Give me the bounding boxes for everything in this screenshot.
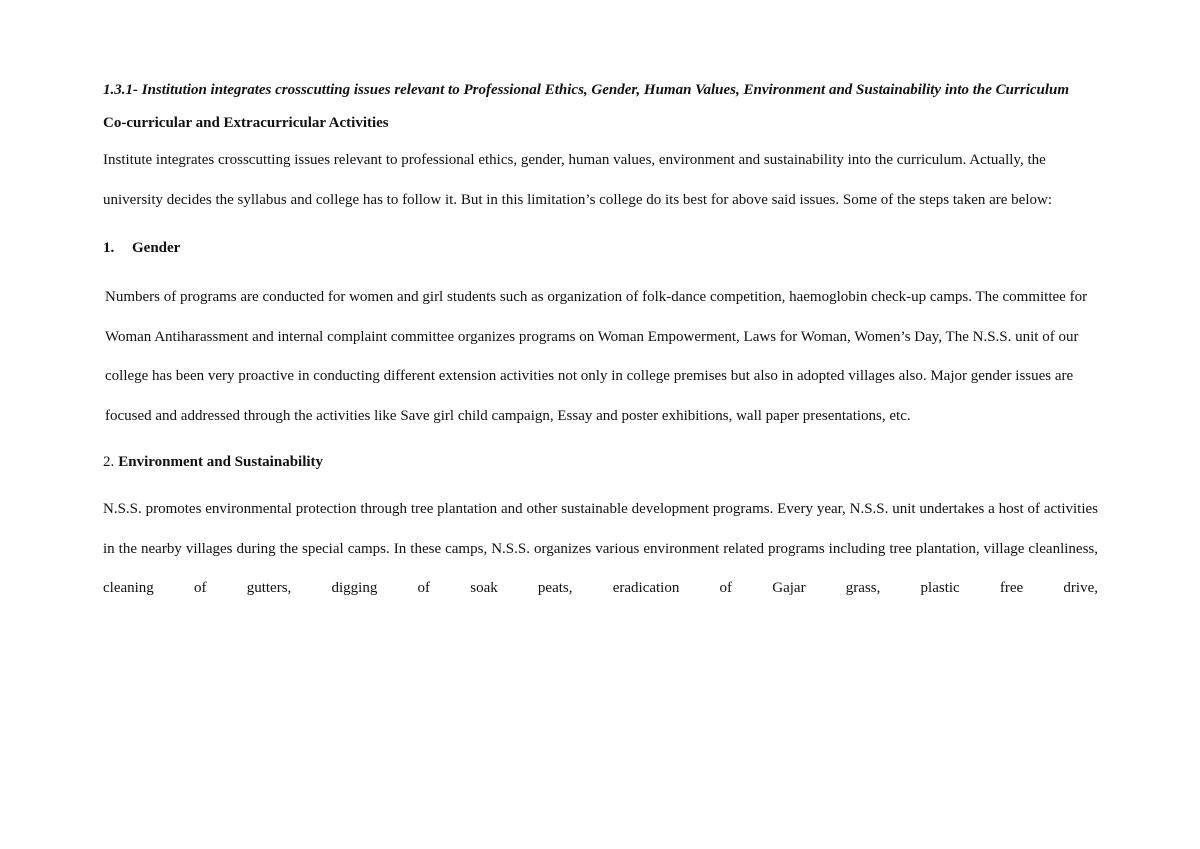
- criterion-title: 1.3.1- Institution integrates crosscutting issues relevant to Professional Ethics, Gender, Human Values, Environment and Sustainability into the Curriculum: [103, 82, 1070, 98]
- section-gender-body: Numbers of programs are conducted for women and girl students such as organization of folk-dance competition, haemoglobin check-up camps. The committee for Woman Antiharassment and internal complaint committee organizes programs on Woman Empowerment, Laws for Woman, Women’s Day, The N.S.S. unit of our college has been very proactive in conducting different extension activities not only in college premises but also in adopted villages also. Major gender issues are focused and addressed through the activities like Save girl child campaign, Essay and poster exhibitions, wall paper presentations, etc.: [105, 289, 1088, 424]
- section-environment-title: Environment and Sustainability: [118, 454, 324, 470]
- section-gender-title: Gender: [132, 240, 181, 256]
- intro-paragraph: Institute integrates crosscutting issues relevant to professional ethics, gender, human values, environment and sustainability into the curriculum. Actually, the university decides the syllabus and college has to follow it. But in this limitation’s college do its best for above said issues. Some of the steps taken are below:: [103, 152, 1052, 208]
- section-environment-heading: [103, 452, 1098, 472]
- section-environment-body: N.S.S. promotes environmental protection through tree plantation and other sustainable development programs. Every year, N.S.S. unit undertakes a host of activities in the nearby villages during the special camps. In these camps, N.S.S. organizes various environment related programs including tree plantation, village cleanliness, cleaning of gutters, digging of soak peats, eradication of Gajar grass, plastic free drive,: [103, 501, 1098, 596]
- activities-subheading: Co-curricular and Extracurricular Activities: [103, 115, 389, 131]
- section-gender-number: 1.: [103, 240, 115, 256]
- document-page: [103, 80, 1098, 609]
- section-environment-number: 2.: [103, 454, 115, 470]
- section-gender-heading: [103, 238, 1098, 258]
